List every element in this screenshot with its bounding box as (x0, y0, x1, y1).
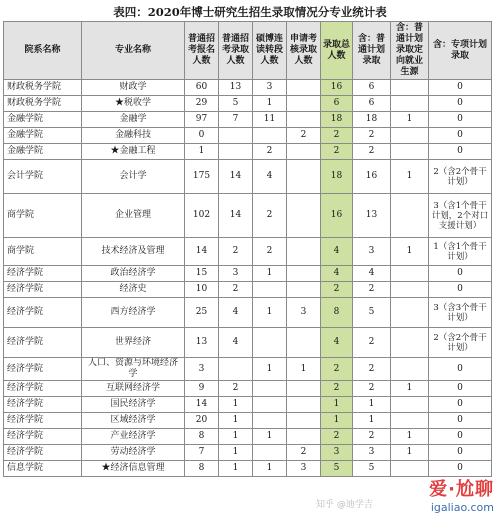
cell-college: 经济学院 (4, 282, 82, 298)
cell-major: 互联网经济学 (82, 381, 185, 397)
cell-shuobo (253, 413, 287, 429)
cell-shenqing (287, 112, 321, 128)
cell-general: 2 (353, 429, 391, 445)
cell-directed: 1 (391, 429, 429, 445)
cell-special: 0 (429, 282, 492, 298)
cell-shenqing: 3 (287, 461, 321, 477)
cell-apply: 8 (185, 429, 219, 445)
cell-shenqing (287, 381, 321, 397)
cell-major: ★金融工程 (82, 144, 185, 160)
cell-shuobo: 1 (253, 96, 287, 112)
cell-special: 2（含2个骨干计划） (429, 160, 492, 194)
cell-apply: 7 (185, 445, 219, 461)
cell-directed: 1 (391, 238, 429, 266)
col-inc-directed: 含：普通计划录取定向就业生源 (391, 22, 429, 80)
cell-college: 经济学院 (4, 429, 82, 445)
cell-admit: 2 (219, 282, 253, 298)
cell-apply: 9 (185, 381, 219, 397)
cell-college: 信息学院 (4, 461, 82, 477)
cell-shenqing (287, 413, 321, 429)
col-shenqing: 申请考核录取人数 (287, 22, 321, 80)
cell-admit: 1 (219, 445, 253, 461)
cell-apply: 14 (185, 238, 219, 266)
cell-apply: 1 (185, 144, 219, 160)
cell-directed (391, 413, 429, 429)
cell-directed (391, 80, 429, 96)
cell-college: 金融学院 (4, 112, 82, 128)
cell-college: 经济学院 (4, 381, 82, 397)
cell-apply: 20 (185, 413, 219, 429)
cell-general: 16 (353, 160, 391, 194)
cell-college: 商学院 (4, 194, 82, 238)
cell-directed: 1 (391, 381, 429, 397)
watermark-domain: igaliao.com (430, 501, 494, 514)
cell-directed (391, 194, 429, 238)
cell-special: 0 (429, 128, 492, 144)
cell-major: 企业管理 (82, 194, 185, 238)
cell-major: 西方经济学 (82, 298, 185, 328)
cell-special: 0 (429, 461, 492, 477)
col-total: 录取总人数 (321, 22, 353, 80)
cell-admit: 4 (219, 328, 253, 358)
cell-apply: 97 (185, 112, 219, 128)
cell-shuobo: 1 (253, 429, 287, 445)
cell-major: 劳动经济学 (82, 445, 185, 461)
cell-shuobo: 11 (253, 112, 287, 128)
cell-major: 产业经济学 (82, 429, 185, 445)
table-row (4, 328, 492, 358)
cell-shuobo: 1 (253, 266, 287, 282)
cell-shuobo: 2 (253, 144, 287, 160)
cell-shuobo: 2 (253, 194, 287, 238)
table-row (4, 194, 492, 238)
cell-shuobo (253, 282, 287, 298)
cell-shenqing: 2 (287, 445, 321, 461)
cell-special: 0 (429, 397, 492, 413)
cell-special: 0 (429, 144, 492, 160)
cell-special: 0 (429, 429, 492, 445)
cell-shuobo: 2 (253, 238, 287, 266)
table-title: 表四：2020年博士研究生招生录取情况分专业统计表 (113, 5, 387, 19)
cell-apply: 60 (185, 80, 219, 96)
cell-major: 世界经济 (82, 328, 185, 358)
cell-shuobo (253, 445, 287, 461)
cell-apply: 13 (185, 328, 219, 358)
table-row (4, 381, 492, 397)
table-row (4, 96, 492, 112)
cell-admit: 14 (219, 194, 253, 238)
cell-shenqing (287, 96, 321, 112)
cell-major: ★经济信息管理 (82, 461, 185, 477)
table-row (4, 413, 492, 429)
table-row (4, 80, 492, 96)
cell-directed (391, 358, 429, 381)
cell-major: 政治经济学 (82, 266, 185, 282)
cell-special: 3（含1个骨干计划，2个对口支援计划） (429, 194, 492, 238)
cell-college: 会计学院 (4, 160, 82, 194)
cell-admit (219, 128, 253, 144)
cell-total: 4 (321, 238, 353, 266)
cell-total: 16 (321, 80, 353, 96)
cell-major: 会计学 (82, 160, 185, 194)
cell-major: 人口、资源与环境经济学 (82, 358, 185, 381)
cell-directed (391, 266, 429, 282)
cell-directed (391, 128, 429, 144)
cell-shenqing (287, 397, 321, 413)
table-row (4, 144, 492, 160)
cell-general: 13 (353, 194, 391, 238)
table-row (4, 238, 492, 266)
cell-major: 技术经济及管理 (82, 238, 185, 266)
cell-special: 3（含3个骨干计划） (429, 298, 492, 328)
cell-shuobo (253, 397, 287, 413)
cell-directed (391, 144, 429, 160)
cell-total: 18 (321, 112, 353, 128)
cell-total: 4 (321, 328, 353, 358)
cell-shenqing (287, 144, 321, 160)
cell-special: 0 (429, 266, 492, 282)
cell-special: 0 (429, 112, 492, 128)
cell-general: 2 (353, 128, 391, 144)
cell-total: 2 (321, 128, 353, 144)
cell-apply: 29 (185, 96, 219, 112)
cell-total: 2 (321, 429, 353, 445)
cell-general: 2 (353, 328, 391, 358)
cell-shenqing (287, 282, 321, 298)
table-row (4, 266, 492, 282)
cell-general: 2 (353, 282, 391, 298)
cell-admit: 2 (219, 238, 253, 266)
cell-total: 3 (321, 445, 353, 461)
col-admit-general: 普通招考录取人数 (219, 22, 253, 80)
cell-college: 经济学院 (4, 358, 82, 381)
cell-general: 4 (353, 266, 391, 282)
cell-shenqing: 2 (287, 128, 321, 144)
cell-special: 0 (429, 80, 492, 96)
cell-general: 2 (353, 358, 391, 381)
cell-directed (391, 298, 429, 328)
cell-apply: 3 (185, 358, 219, 381)
cell-admit (219, 144, 253, 160)
cell-apply: 10 (185, 282, 219, 298)
cell-total: 16 (321, 194, 353, 238)
cell-shuobo: 1 (253, 298, 287, 328)
cell-shuobo (253, 328, 287, 358)
table-row (4, 461, 492, 477)
cell-shuobo: 1 (253, 461, 287, 477)
cell-shuobo (253, 381, 287, 397)
cell-shuobo: 1 (253, 358, 287, 381)
cell-admit: 14 (219, 160, 253, 194)
cell-shenqing (287, 429, 321, 445)
cell-special: 0 (429, 413, 492, 429)
cell-admit: 7 (219, 112, 253, 128)
cell-general: 1 (353, 397, 391, 413)
cell-directed (391, 96, 429, 112)
cell-admit: 1 (219, 397, 253, 413)
cell-major: 国民经济学 (82, 397, 185, 413)
cell-special: 0 (429, 381, 492, 397)
cell-general: 18 (353, 112, 391, 128)
cell-admit: 3 (219, 266, 253, 282)
cell-special: 0 (429, 445, 492, 461)
cell-special: 2（含2个骨干计划） (429, 328, 492, 358)
cell-college: 商学院 (4, 238, 82, 266)
cell-total: 2 (321, 282, 353, 298)
cell-admit: 5 (219, 96, 253, 112)
cell-college: 金融学院 (4, 128, 82, 144)
cell-apply: 14 (185, 397, 219, 413)
col-inc-general: 含：普通计划录取 (353, 22, 391, 80)
cell-total: 6 (321, 96, 353, 112)
col-shuobo: 硕博连读转段人数 (253, 22, 287, 80)
cell-total: 2 (321, 381, 353, 397)
cell-total: 1 (321, 413, 353, 429)
cell-college: 金融学院 (4, 144, 82, 160)
cell-general: 3 (353, 445, 391, 461)
cell-college: 经济学院 (4, 266, 82, 282)
cell-directed: 1 (391, 112, 429, 128)
cell-shenqing: 3 (287, 298, 321, 328)
cell-college: 财政税务学院 (4, 80, 82, 96)
cell-special: 1（含1个骨干计划） (429, 238, 492, 266)
cell-college: 经济学院 (4, 413, 82, 429)
cell-directed (391, 461, 429, 477)
cell-apply: 8 (185, 461, 219, 477)
cell-general: 5 (353, 298, 391, 328)
table-row (4, 445, 492, 461)
cell-shuobo: 4 (253, 160, 287, 194)
cell-directed: 1 (391, 160, 429, 194)
cell-admit: 2 (219, 381, 253, 397)
cell-general: 6 (353, 80, 391, 96)
cell-shenqing: 1 (287, 358, 321, 381)
cell-total: 8 (321, 298, 353, 328)
watermark-brand: 爱·尬聊 (429, 479, 494, 500)
cell-shenqing (287, 194, 321, 238)
cell-total: 2 (321, 358, 353, 381)
cell-college: 经济学院 (4, 445, 82, 461)
cell-special: 0 (429, 358, 492, 381)
cell-college: 经济学院 (4, 397, 82, 413)
cell-shuobo (253, 128, 287, 144)
cell-directed (391, 282, 429, 298)
table-row (4, 112, 492, 128)
cell-total: 1 (321, 397, 353, 413)
cell-total: 2 (321, 144, 353, 160)
cell-college: 财政税务学院 (4, 96, 82, 112)
table-row (4, 429, 492, 445)
cell-apply: 0 (185, 128, 219, 144)
cell-shenqing (287, 266, 321, 282)
cell-shenqing (287, 238, 321, 266)
cell-shuobo: 3 (253, 80, 287, 96)
col-apply: 普通招考报名人数 (185, 22, 219, 80)
cell-general: 2 (353, 381, 391, 397)
cell-admit: 1 (219, 461, 253, 477)
cell-total: 4 (321, 266, 353, 282)
zhihu-watermark: 知乎 @迪学吉 (316, 500, 373, 510)
cell-apply: 175 (185, 160, 219, 194)
cell-general: 1 (353, 413, 391, 429)
table-row (4, 128, 492, 144)
col-major: 专业名称 (82, 22, 185, 80)
cell-total: 5 (321, 461, 353, 477)
table-row (4, 358, 492, 381)
col-inc-special: 含：专项计划录取 (429, 22, 492, 80)
table-row (4, 160, 492, 194)
cell-shenqing (287, 160, 321, 194)
cell-college: 经济学院 (4, 298, 82, 328)
cell-college: 经济学院 (4, 328, 82, 358)
table-row (4, 298, 492, 328)
cell-major: 经济史 (82, 282, 185, 298)
table-row (4, 397, 492, 413)
cell-general: 6 (353, 96, 391, 112)
cell-major: 区域经济学 (82, 413, 185, 429)
header-row (4, 22, 492, 80)
cell-directed (391, 328, 429, 358)
cell-directed: 1 (391, 445, 429, 461)
cell-shenqing (287, 328, 321, 358)
cell-admit: 4 (219, 298, 253, 328)
cell-major: ★税收学 (82, 96, 185, 112)
site-watermark (429, 475, 494, 514)
cell-shenqing (287, 80, 321, 96)
cell-admit: 1 (219, 413, 253, 429)
cell-directed (391, 397, 429, 413)
admission-table (3, 21, 492, 477)
table-row (4, 282, 492, 298)
cell-general: 5 (353, 461, 391, 477)
cell-special: 0 (429, 96, 492, 112)
cell-major: 金融学 (82, 112, 185, 128)
cell-admit: 1 (219, 429, 253, 445)
cell-total: 18 (321, 160, 353, 194)
cell-major: 金融科技 (82, 128, 185, 144)
cell-major: 财政学 (82, 80, 185, 96)
cell-apply: 15 (185, 266, 219, 282)
cell-apply: 25 (185, 298, 219, 328)
cell-general: 3 (353, 238, 391, 266)
cell-apply: 102 (185, 194, 219, 238)
cell-admit (219, 358, 253, 381)
col-college: 院系名称 (4, 22, 82, 80)
cell-general: 2 (353, 144, 391, 160)
cell-admit: 13 (219, 80, 253, 96)
